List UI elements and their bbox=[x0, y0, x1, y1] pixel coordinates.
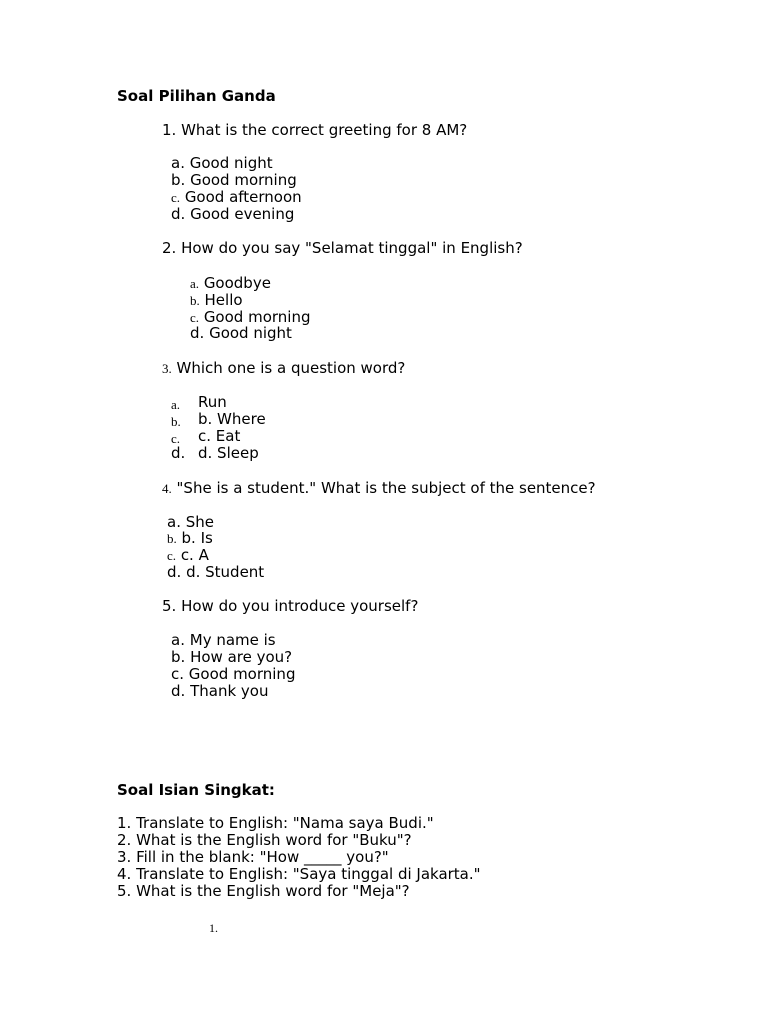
option-letter: a. bbox=[190, 276, 200, 291]
question-2 bbox=[162, 240, 523, 257]
option-letter: c. bbox=[171, 665, 185, 683]
option-letter: d. bbox=[190, 324, 205, 342]
option-text: Thank you bbox=[190, 682, 269, 700]
option-text: b. Is bbox=[181, 529, 213, 547]
short-answer-item-5: 5. What is the English word for "Meja"? bbox=[117, 882, 410, 900]
option-4c bbox=[167, 547, 209, 564]
question-text: What is the correct greeting for 8 AM? bbox=[181, 121, 468, 139]
option-text: My name is bbox=[189, 631, 276, 649]
option-3a-text: Run bbox=[198, 393, 227, 411]
question-3 bbox=[162, 360, 405, 377]
option-letter: a. bbox=[171, 397, 181, 412]
question-text: How do you say "Selamat tinggal" in English? bbox=[181, 239, 523, 257]
section-title-pilihan-ganda: Soal Pilihan Ganda bbox=[117, 87, 276, 105]
option-text: Good night bbox=[189, 154, 273, 172]
question-text: How do you introduce yourself? bbox=[181, 597, 419, 615]
option-letter: c. bbox=[171, 190, 181, 205]
short-answer-item-1: 1. Translate to English: "Nama saya Budi." bbox=[117, 814, 434, 832]
option-letter: a. bbox=[171, 631, 185, 649]
question-5 bbox=[162, 598, 418, 615]
option-text: Good morning bbox=[188, 665, 296, 683]
option-1a bbox=[171, 155, 273, 172]
option-letter: b. bbox=[167, 531, 177, 546]
option-text: Good evening bbox=[190, 205, 295, 223]
option-5c bbox=[171, 666, 295, 683]
option-1d bbox=[171, 206, 294, 223]
option-letter: a. bbox=[171, 154, 185, 172]
short-answer-item-3: 3. Fill in the blank: "How _____ you?" bbox=[117, 848, 389, 866]
question-number: 4. bbox=[162, 481, 172, 496]
option-letter: c. bbox=[167, 548, 177, 563]
option-5d bbox=[171, 683, 268, 700]
option-2a bbox=[190, 275, 271, 292]
option-2d bbox=[190, 325, 292, 342]
option-4b bbox=[167, 530, 213, 547]
option-1c bbox=[171, 189, 302, 206]
option-3c-text: c. Eat bbox=[198, 427, 241, 445]
option-3b-text: b. Where bbox=[198, 410, 266, 428]
option-letter: c. bbox=[171, 431, 181, 446]
option-letter: d. bbox=[171, 444, 186, 462]
option-letter: b. bbox=[190, 293, 200, 308]
option-text: Good morning bbox=[190, 171, 297, 189]
option-letter: b. bbox=[171, 648, 186, 666]
option-letter: b. bbox=[171, 171, 186, 189]
question-number: 2. bbox=[162, 239, 177, 257]
option-2b bbox=[190, 292, 243, 309]
option-5b bbox=[171, 649, 292, 666]
short-answer-item-2: 2. What is the English word for "Buku"? bbox=[117, 831, 412, 849]
question-text: Which one is a question word? bbox=[176, 359, 406, 377]
question-number: 3. bbox=[162, 361, 172, 376]
section-title-isian-singkat: Soal Isian Singkat: bbox=[117, 781, 275, 799]
question-4 bbox=[162, 480, 596, 497]
short-answer-item-4: 4. Translate to English: "Saya tinggal di Jakarta." bbox=[117, 865, 481, 883]
option-text: d. Student bbox=[186, 563, 265, 581]
option-text: Goodbye bbox=[203, 274, 271, 292]
option-4d bbox=[167, 564, 264, 581]
option-text: c. A bbox=[180, 546, 209, 564]
list-number: 1. bbox=[209, 921, 218, 935]
question-number: 1. bbox=[162, 121, 177, 139]
option-text: Good night bbox=[209, 324, 292, 342]
question-text: "She is a student." What is the subject of the sentence? bbox=[176, 479, 596, 497]
question-1 bbox=[162, 122, 467, 139]
option-3d-text: d. Sleep bbox=[198, 444, 259, 462]
option-letter: d. bbox=[171, 205, 186, 223]
option-text: How are you? bbox=[190, 648, 293, 666]
option-text: Hello bbox=[204, 291, 243, 309]
question-number: 5. bbox=[162, 597, 177, 615]
option-letter: a. bbox=[167, 513, 181, 531]
option-letter: d. bbox=[171, 682, 186, 700]
option-text: Good morning bbox=[203, 308, 311, 326]
option-letter: c. bbox=[190, 310, 200, 325]
option-letter: b. bbox=[171, 414, 181, 429]
option-text: She bbox=[185, 513, 215, 531]
option-text: Good afternoon bbox=[184, 188, 302, 206]
option-letter: d. bbox=[167, 563, 182, 581]
option-5a bbox=[171, 632, 276, 649]
option-1b bbox=[171, 172, 297, 189]
